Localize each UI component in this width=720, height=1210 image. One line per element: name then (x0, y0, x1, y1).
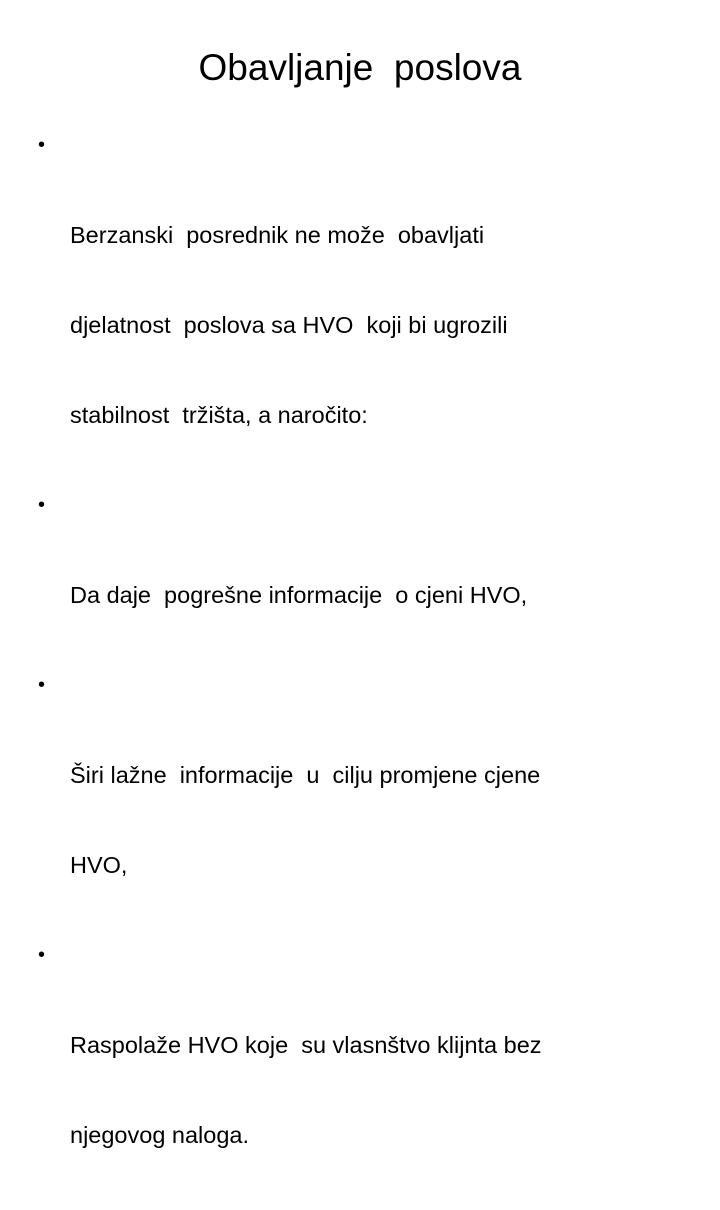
bullet-3-line-2: HVO, (70, 852, 128, 878)
bullet-1-line-2: djelatnost poslova sa HVO koji bi ugrozili (70, 312, 508, 338)
bullet-item-3 (38, 670, 678, 940)
bullet-1-line-3: stabilnost tržišta, a naročito: (70, 402, 368, 428)
bullet-icon: • (38, 134, 46, 156)
bullet-1-line-1: Berzanski posrednik ne može obavljati (70, 222, 485, 248)
bullet-3-line-1: Širi lažne informacije u cilju promjene cjene (70, 762, 541, 788)
bullet-4-line-1: Raspolaže HVO koje su vlasnštvo klijnta bez (70, 1032, 542, 1058)
bullet-item-4 (38, 940, 678, 1210)
bullet-list (38, 130, 678, 1210)
bullet-2-line-1: Da daje pogrešne informacije o cjeni HVO, (70, 582, 528, 608)
slide-title: Obavljanje poslova (198, 47, 522, 88)
bullet-icon: • (38, 494, 46, 516)
bullet-icon: • (38, 674, 46, 696)
bullet-icon: • (38, 944, 46, 966)
bullet-item-1 (38, 130, 678, 490)
bullet-4-line-2: njegovog naloga. (70, 1122, 250, 1148)
bullet-item-2 (38, 490, 678, 670)
